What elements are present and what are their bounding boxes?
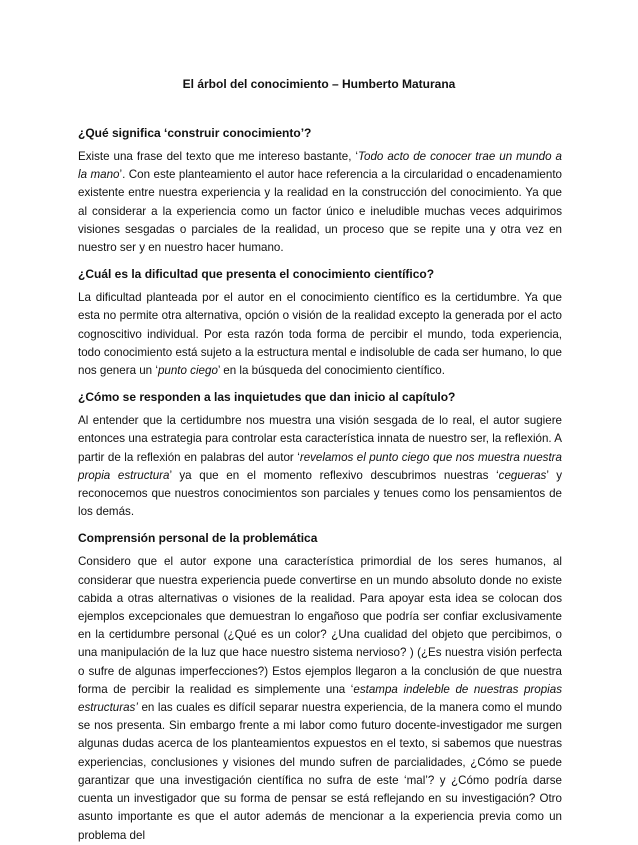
- section-paragraph-inquietudes: [78, 412, 562, 521]
- paragraph-text: ’ ya que en el momento reflexivo descubrimos nuestras ‘: [169, 468, 499, 482]
- paragraph-text: ’ en la búsqueda del conocimiento científico.: [217, 364, 445, 378]
- paragraph-text: Al entender que la certidumbre nos muestra una visión sesgada de lo real, el autor sugiere entonces una estrategia para controlar esta característica innata de nuestro ser, la reflexión. A partir de la reflexión en palabras del autor ‘: [78, 414, 562, 464]
- paragraph-text: en las cuales es difícil separar nuestra experiencia, de la manera como el mundo se nos presenta. Sin embargo frente a mi labor como futuro docente-investigador me surgen algunas dudas acerca de los planteamientos expuestos en el texto, si sabemos que nuestras experiencias, conclusiones y visiones del mundo sufren de parcialidades, ¿Cómo se puede garantizar que una investigación científica no sufra de este ‘mal’? y ¿Cómo podría darse cuenta un investigador que su forma de pensar se está reflejando en su investigación? Otro asunto importante es que el autor además de mencionar a la experiencia previa como un problema del: [78, 701, 562, 842]
- quote-text: Todo acto de conocer trae un mundo a la mano: [78, 150, 562, 182]
- quote-text: punto ciego: [157, 364, 218, 378]
- quote-text: cegueras: [498, 468, 547, 482]
- quote-text: revelamos el punto ciego que nos muestra nuestra propia estructura: [78, 450, 562, 482]
- document-title: El árbol del conocimiento – Humberto Maturana: [182, 77, 456, 91]
- section-heading-construir: ¿Qué significa ‘construir conocimiento’?: [78, 126, 312, 140]
- paragraph-text: Considero que el autor expone una característica primordial de los seres humanos, al considerar que nuestra experiencia puede convertirse en un mundo absoluto donde no existe cabida a otras alternativas o visiones de la realidad. Para apoyar esta idea se colocan dos ejemplos excepcionales que demuestran lo engañoso que podría ser confiar exclusivamente en la certidumbre personal (¿Qué es un color? ¿Una cualidad del objeto que percibimos, o una manipulación de la luz que hace nuestro sistema nervioso? ) (¿Es nuestra visión perfecta o sufre de algunas imperfecciones?) Estos ejemplos llegaron a la conclusión de que nuestra forma de percibir la realidad es simplemente una ‘: [78, 555, 562, 696]
- paragraph-text: Existe una frase del texto que me intereso bastante, ‘: [78, 150, 358, 163]
- section-heading-comprension: Comprensión personal de la problemática: [78, 531, 318, 546]
- section-heading-inquietudes: ¿Cómo se responden a las inquietudes que dan inicio al capítulo?: [78, 390, 456, 405]
- document-body: [78, 124, 562, 845]
- quote-text: estampa indeleble de nuestras propias estructuras’: [78, 682, 562, 715]
- paragraph-text: ’. Con este planteamiento el autor hace referencia a la circularidad o encadenamiento existente entre nuestra experiencia y la realidad en la construcción del conocimiento. Ya que al considerar a la experiencia como un factor único e ineludible muchas veces adquirimos visiones sesgadas o parciales de la realidad, un proceso que se repite una y otra vez en nuestro ser y en nuestro hacer humano.: [78, 168, 563, 255]
- section-paragraph-dificultad: [78, 289, 562, 380]
- paragraph-text: ’ y reconocemos que nuestros conocimientos son parciales y tenues como los pensamientos de los demás.: [78, 468, 562, 519]
- section-paragraph-comprension: [78, 553, 562, 844]
- paragraph-text: La dificultad planteada por el autor en el conocimiento científico es la certidumbre. Ya que esta no permite otra alternativa, opción o visión de la realidad excepto la generada por el acto cognoscitivo individual. Por esta razón toda forma de percibir el mundo, toda experiencia, todo conocimiento está sujeto a la estructura mental e indisoluble de cada ser humano, lo que nos genera un ‘: [78, 291, 562, 378]
- section-heading-dificultad: ¿Cuál es la dificultad que presenta el conocimiento científico?: [78, 267, 435, 282]
- section-paragraph-construir: [78, 148, 562, 257]
